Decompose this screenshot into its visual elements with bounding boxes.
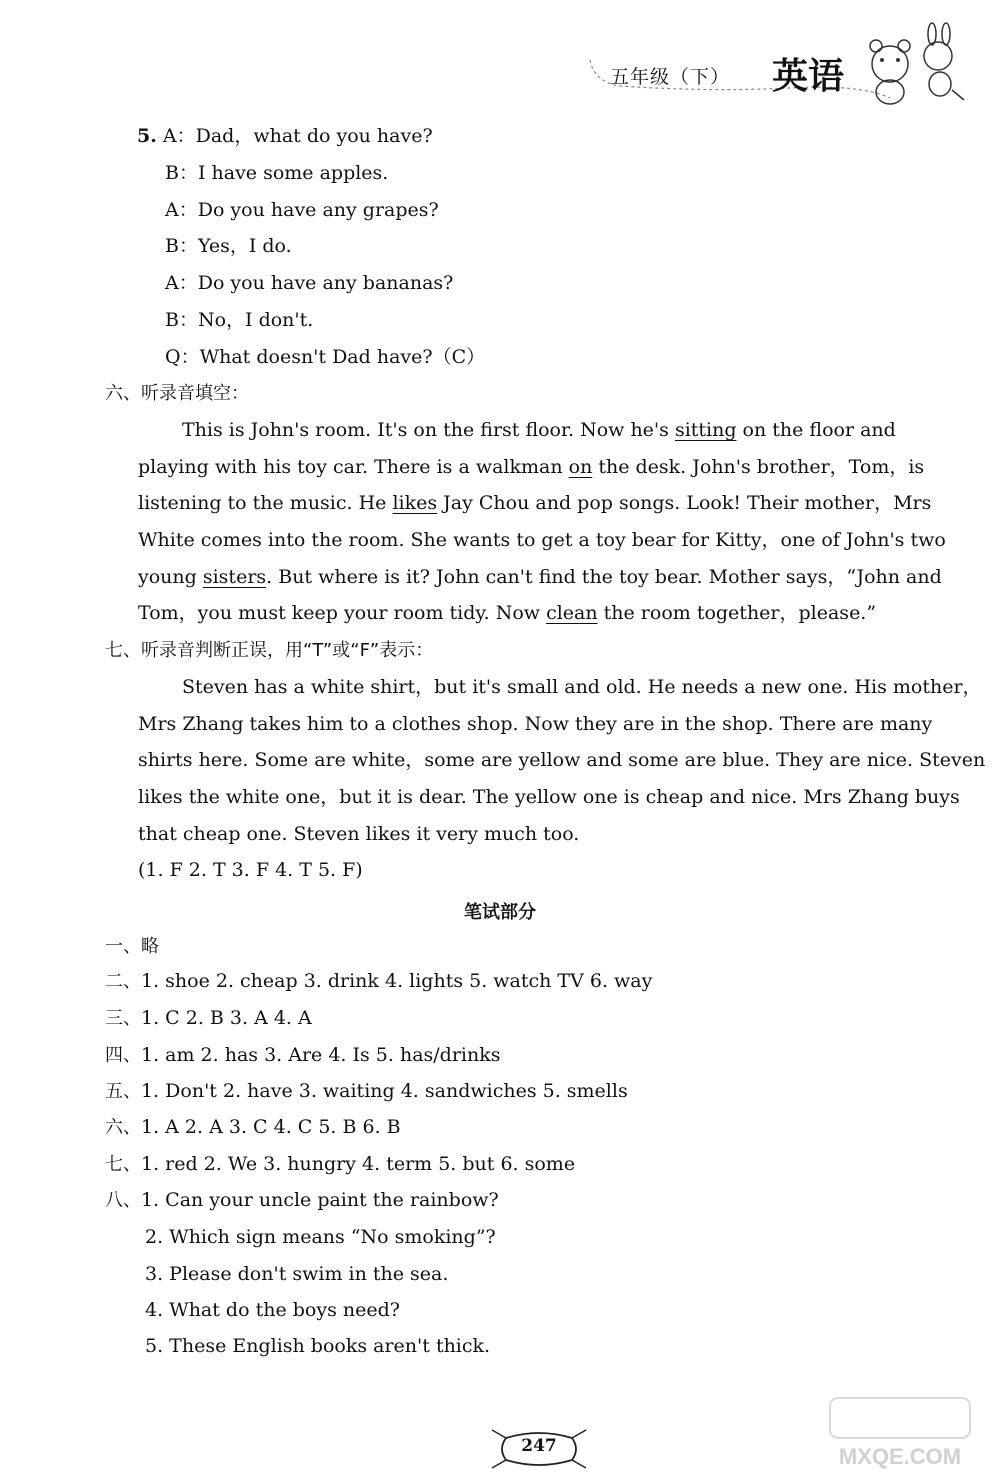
page-header — [560, 20, 990, 110]
dialog-question: Q：What doesn't Dad have?（C） — [165, 346, 486, 368]
passage-7-line-1: Steven has a white shirt，but it's small and old. He needs a new one. His mother， — [182, 676, 982, 698]
section-7-answers: (1. F 2. T 3. F 4. T 5. F) — [138, 859, 363, 881]
watermark-icon — [810, 1392, 990, 1472]
written-row-5: 五、1. Don't 2. have 3. waiting 4. sandwiches 5. smells — [105, 1080, 628, 1102]
written-row-1: 一、略 — [105, 936, 159, 957]
passage-7-line-5: that cheap one. Steven likes it very much too. — [138, 823, 580, 845]
dialog-line-2: B：I have some apples. — [165, 162, 389, 184]
section-6-title: 六、听录音填空： — [105, 383, 249, 404]
blank-answer: sitting — [674, 419, 737, 441]
written-sentence-2: 2. Which sign means “No smoking”? — [145, 1226, 496, 1248]
dialog-line-3: A：Do you have any grapes? — [165, 199, 439, 221]
written-section-title: 笔试部分 — [464, 902, 536, 923]
written-row-2: 二、1. shoe 2. cheap 3. drink 4. lights 5. watch TV 6. way — [105, 970, 653, 992]
dialog-line-5: A：Do you have any bananas? — [165, 272, 454, 294]
written-sentence-5: 5. These English books aren't thick. — [145, 1335, 491, 1357]
passage-6-line-2: playing with his toy car. There is a walkman on the desk. John's brother，Tom，is — [138, 456, 925, 478]
header-subject: 英语 — [772, 56, 845, 97]
blank-answer: sisters — [202, 566, 267, 588]
blank-answer: on — [568, 456, 593, 478]
passage-6-line-6: Tom，you must keep your room tidy. Now clean the room together，please.” — [138, 602, 877, 624]
dialog-line-1: 5. A：Dad，what do you have? — [137, 125, 433, 147]
written-row-4: 四、1. am 2. has 3. Are 4. Is 5. has/drinks — [105, 1044, 501, 1066]
page-number: 247 — [484, 1424, 594, 1474]
dialog-line-6: B：No，I don't. — [165, 309, 314, 331]
header-grade: 五年级（下） — [610, 66, 731, 88]
passage-6-line-4: White comes into the room. She wants to get a toy bear for Kitty，one of John's two — [138, 529, 946, 551]
blank-answer: clean — [546, 602, 598, 624]
passage-6-line-5: young sisters. But where is it? John can't find the toy bear. Mother says，“John and — [138, 566, 942, 588]
written-sentence-4: 4. What do the boys need? — [145, 1299, 400, 1321]
passage-6-line-1: This is John's room. It's on the first floor. Now he's sitting on the floor and — [182, 419, 896, 441]
written-row-3: 三、1. C 2. B 3. A 4. A — [105, 1007, 312, 1029]
dialog-line-4: B：Yes，I do. — [165, 235, 292, 257]
written-row-7: 七、1. red 2. We 3. hungry 4. term 5. but 6. some — [105, 1153, 576, 1175]
blank-answer: likes — [392, 492, 438, 514]
section-7-title: 七、听录音判断正误，用“T”或“F”表示： — [105, 640, 434, 661]
written-row-8: 八、1. Can your uncle paint the rainbow? — [105, 1189, 499, 1211]
written-row-6: 六、1. A 2. A 3. C 4. C 5. B 6. B — [105, 1116, 401, 1138]
watermark-logo — [810, 1392, 990, 1472]
svg-text:MXQE.COM: MXQE.COM — [838, 1444, 962, 1469]
passage-7-line-3: shirts here. Some are white，some are yellow and some are blue. They are nice. Steven — [138, 749, 986, 771]
passage-7-line-2: Mrs Zhang takes him to a clothes shop. Now they are in the shop. There are many — [138, 713, 933, 735]
passage-6-line-3: listening to the music. He likes Jay Chou and pop songs. Look! Their mother，Mrs — [138, 492, 932, 514]
passage-7-line-4: likes the white one，but it is dear. The yellow one is cheap and nice. Mrs Zhang buys — [138, 786, 960, 808]
written-sentence-3: 3. Please don't swim in the sea. — [145, 1263, 449, 1285]
